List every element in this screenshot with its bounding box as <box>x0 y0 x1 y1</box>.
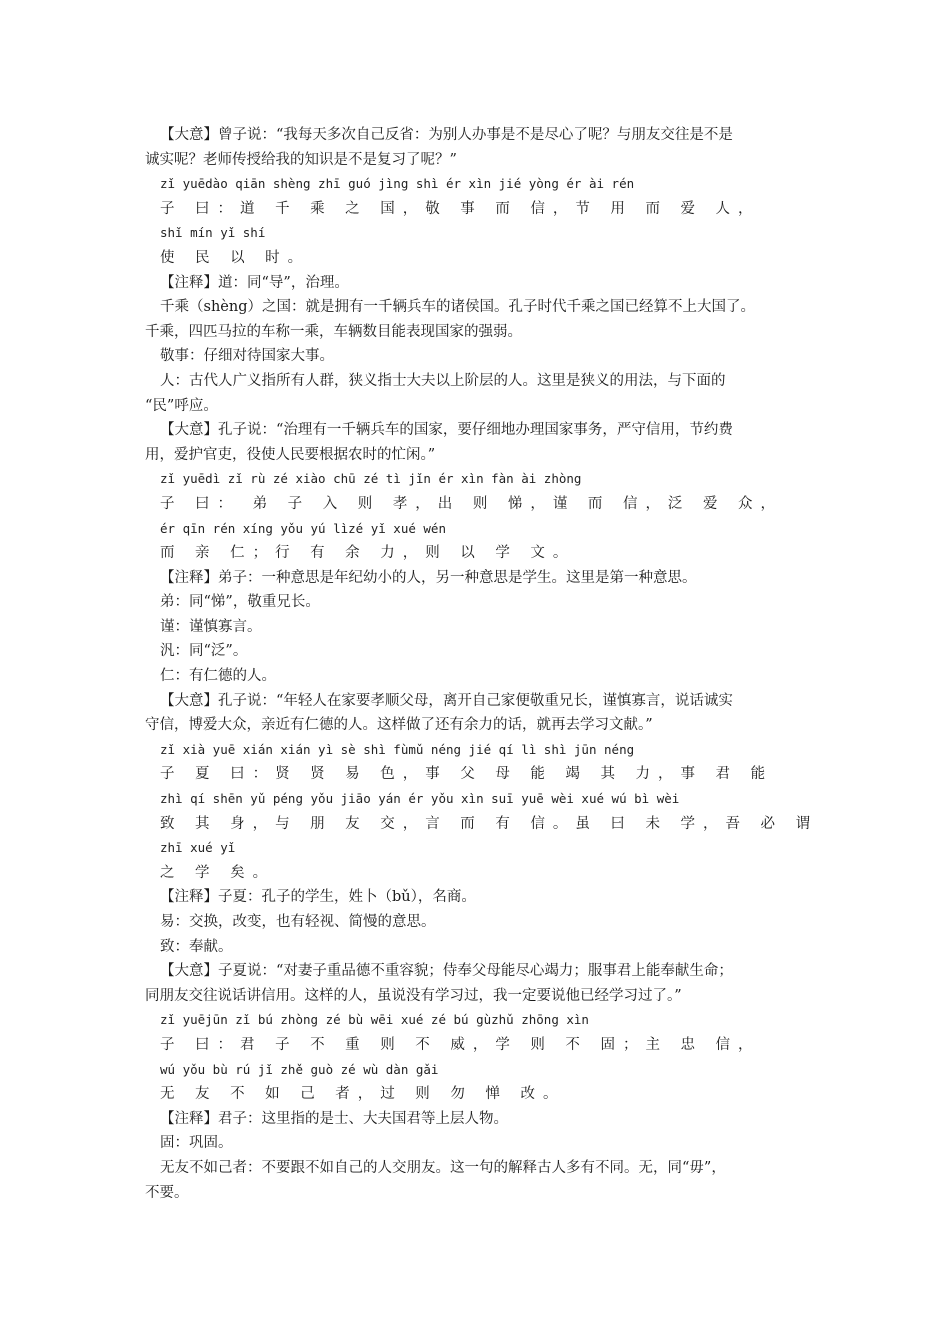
text-line: 【注释】子夏：孔子的学生，姓卜（bǔ），名商。 <box>160 889 476 906</box>
text-line: 守信，博爱大众，亲近有仁德的人。这样做了还有余力的话，就再去学习文献。” <box>145 717 653 734</box>
classic-text-line: 使 民 以 时。 <box>160 249 311 266</box>
classic-text-line: 而 亲 仁；行 有 余 力，则 以 学 文。 <box>160 545 576 562</box>
classic-text-line: 子 曰： 弟 子 入 则 孝，出 则 悌，谨 而 信，泛 爱 众， <box>160 495 783 512</box>
text-line: 弟：同“悌”，敬重兄长。 <box>160 594 320 611</box>
text-line: 敬事：仔细对待国家大事。 <box>160 348 334 365</box>
pinyin-line: zǐ yuēdì zǐ rù zé xiào chū zé tì jǐn ér xìn fàn ài zhòng <box>160 471 582 487</box>
classic-text-line: 子 曰：道 千 乘 之 国，敬 事 而 信，节 用 而 爱 人， <box>160 200 761 217</box>
text-line: 千乘（shèng）之国：就是拥有一千辆兵车的诸侯国。孔子时代千乘之国已经算不上大国了。 <box>160 299 755 316</box>
pinyin-line: zǐ xià yuē xián xián yì sè shì fùmǔ néng jié qí lì shì jūn néng <box>160 741 635 757</box>
pinyin-line: zǐ yuējūn zǐ bú zhòng zé bù wēi xué zé bú gùzhǔ zhōng xìn <box>160 1012 589 1028</box>
pinyin-line: shǐ mín yǐ shí <box>160 225 266 241</box>
text-line: 【注释】弟子：一种意思是年纪幼小的人，另一种意思是学生。这里是第一种意思。 <box>160 569 697 586</box>
text-line: 【大意】孔子说：“年轻人在家要孝顺父母，离开自己家便敬重兄长，谨慎寡言，说话诚实 <box>160 692 733 709</box>
text-line: 用，爱护官吏，役使人民要根据农时的忙闲。” <box>145 446 436 463</box>
classic-text-line: 之 学 矣。 <box>160 864 276 881</box>
classic-text-line: 无 友 不 如 己 者，过 则 勿 惮 改。 <box>160 1086 566 1103</box>
text-line: 【大意】子夏说：“对妻子重品德不重容貌；侍奉父母能尽心竭力；服事君上能奉献生命； <box>160 963 733 980</box>
text-line: 【大意】孔子说：“治理有一千辆兵车的国家，要仔细地办理国家事务，严守信用，节约费 <box>160 422 733 439</box>
text-line: 同朋友交往说话讲信用。这样的人，虽说没有学习过，我一定要说他已经学习过了。” <box>145 987 682 1004</box>
pinyin-line: ér qīn rén xíng yǒu yú lìzé yǐ xué wén <box>160 520 446 536</box>
pinyin-line: zhī xué yǐ <box>160 840 236 856</box>
classic-text-line: 子 曰：君 子 不 重 则 不 威，学 则 不 固；主 忠 信， <box>160 1036 761 1053</box>
classic-text-line: 致 其 身，与 朋 友 交，言 而 有 信。虽 曰 未 学，吾 必 谓 <box>160 815 819 832</box>
pinyin-line: wú yǒu bù rú jǐ zhě guò zé wù dàn gǎi <box>160 1061 439 1077</box>
pinyin-line: zhì qí shēn yǔ péng yǒu jiāo yán ér yǒu xìn suī yuē wèi xué wú bì wèi <box>160 791 680 807</box>
text-line: “民”呼应。 <box>145 397 218 414</box>
text-line: 千乘，四匹马拉的车称一乘，车辆数目能表现国家的强弱。 <box>145 323 522 340</box>
text-line: 谨：谨慎寡言。 <box>160 618 262 635</box>
text-line: 【注释】道：同“导”，治理。 <box>160 274 349 291</box>
text-line: 易：交换，改变，也有轻视、简慢的意思。 <box>160 914 436 930</box>
text-line: 无友不如己者：不要跟不如自己的人交朋友。这一句的解释古人多有不同。无，同“毋”， <box>160 1159 726 1176</box>
text-line: 【注释】君子：这里指的是士、大夫国君等上层人物。 <box>160 1110 508 1127</box>
text-line: 不要。 <box>145 1184 189 1201</box>
text-line: 诚实呢？老师传授给我的知识是不是复习了呢？” <box>145 151 457 168</box>
classic-text-line: 子 夏 曰：贤 贤 易 色，事 父 母 能 竭 其 力，事 君 能 <box>160 766 774 783</box>
text-line: 【大意】曾子说：“我每天多次自己反省：为别人办事是不是尽心了呢？与朋友交往是不是 <box>160 127 733 143</box>
text-line: 汎：同“泛”。 <box>160 643 248 660</box>
text-line: 人：古代人广义指所有人群，狭义指士大夫以上阶层的人。这里是狭义的用法，与下面的 <box>160 372 726 389</box>
pinyin-line: zǐ yuēdào qiān shèng zhī guó jìng shì ér xìn jié yòng ér ài rén <box>160 176 635 192</box>
text-line: 仁：有仁德的人。 <box>160 668 276 685</box>
text-column <box>145 123 819 1205</box>
text-line: 固：巩固。 <box>160 1135 233 1152</box>
text-line: 致：奉献。 <box>160 938 233 955</box>
